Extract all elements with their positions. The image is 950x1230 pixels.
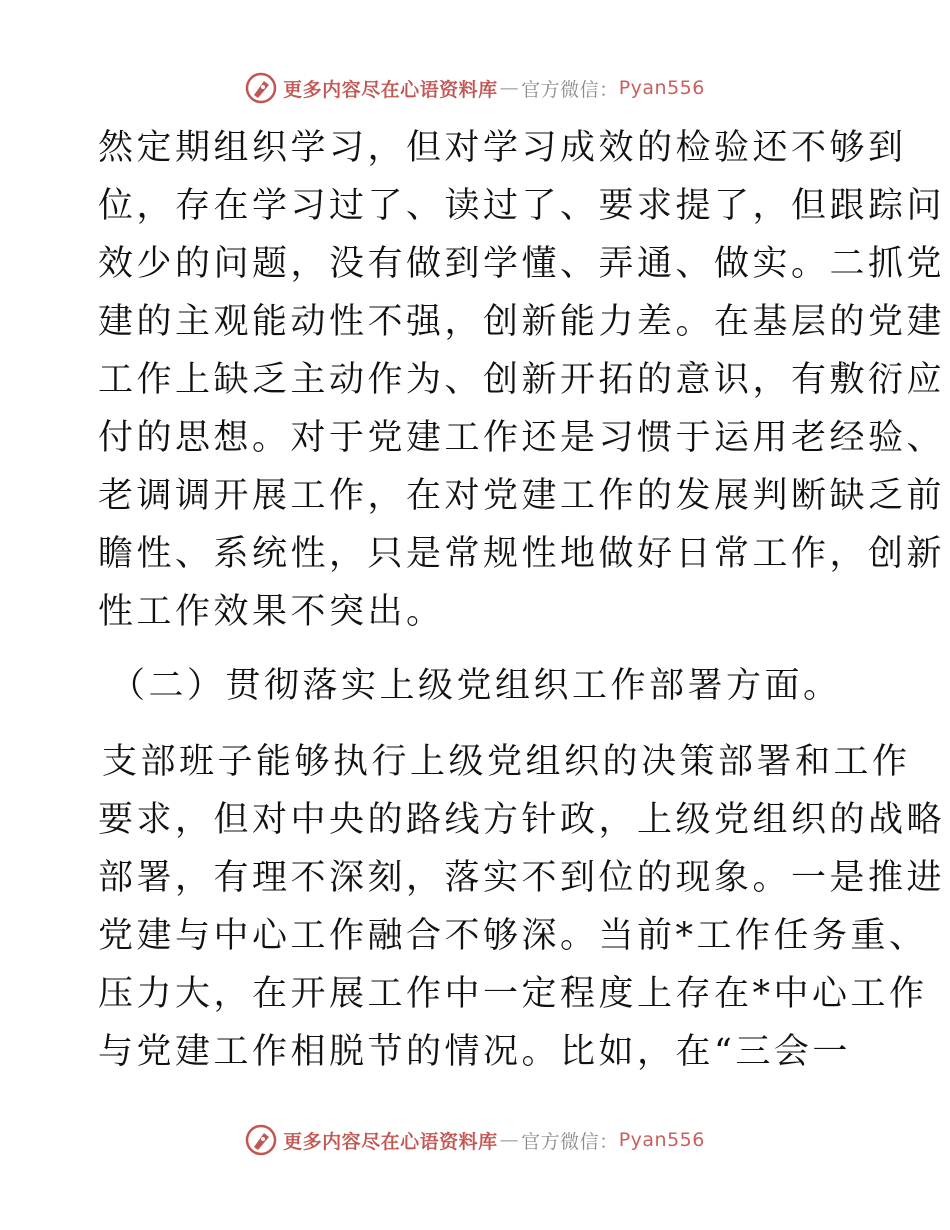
body-line: 付的思想。对于党建工作还是习惯于运用老经验、	[98, 418, 946, 458]
body-line: 与党建工作相脱节的情况。比如，在“三会一	[98, 1032, 851, 1072]
body-line: 老调调开展工作，在对党建工作的发展判断缺乏前	[98, 476, 946, 516]
body-line: 性工作效果不突出。	[98, 592, 445, 632]
section-heading: （二）贯彻落实上级党组织工作部署方面。	[110, 666, 842, 706]
watermark-sub-text: 官方微信：	[521, 1130, 619, 1153]
pen-nib-logo-icon	[245, 1124, 277, 1156]
watermark-wechat-id: Pyan556	[618, 1129, 705, 1151]
body-line: 要求，但对中央的路线方针政，上级党组织的战略	[98, 800, 946, 840]
watermark-main-text: 更多内容尽在心语资料库	[283, 1130, 498, 1153]
footer-watermark	[0, 1124, 950, 1156]
pen-nib-logo-icon	[245, 72, 277, 104]
watermark-sub-text: 官方微信：	[521, 78, 619, 101]
body-line: 工作上缺乏主动作为、创新开拓的意识，有敷衍应	[98, 360, 946, 400]
watermark-wechat-id: Pyan556	[618, 77, 705, 99]
watermark-separator: —	[499, 1129, 520, 1151]
body-line: 然定期组织学习，但对学习成效的检验还不够到	[98, 128, 907, 168]
body-line: 支部班子能够执行上级党组织的决策部署和工作	[102, 742, 911, 782]
body-line: 部署，有理不深刻，落实不到位的现象。一是推进	[98, 858, 946, 898]
body-line: 压力大，在开展工作中一定程度上存在*中心工作	[98, 974, 928, 1014]
body-line: 位，存在学习过了、读过了、要求提了，但跟踪问	[98, 186, 946, 226]
body-line: 党建与中心工作融合不够深。当前*工作任务重、	[98, 916, 928, 956]
body-line: 效少的问题，没有做到学懂、弄通、做实。二抓党	[98, 244, 946, 284]
watermark-main-text: 更多内容尽在心语资料库	[283, 78, 498, 101]
body-line: 建的主观能动性不强，创新能力差。在基层的党建	[98, 302, 946, 342]
header-watermark	[0, 72, 950, 104]
watermark-separator: —	[499, 77, 520, 99]
body-line: 瞻性、系统性，只是常规性地做好日常工作，创新	[98, 534, 946, 574]
